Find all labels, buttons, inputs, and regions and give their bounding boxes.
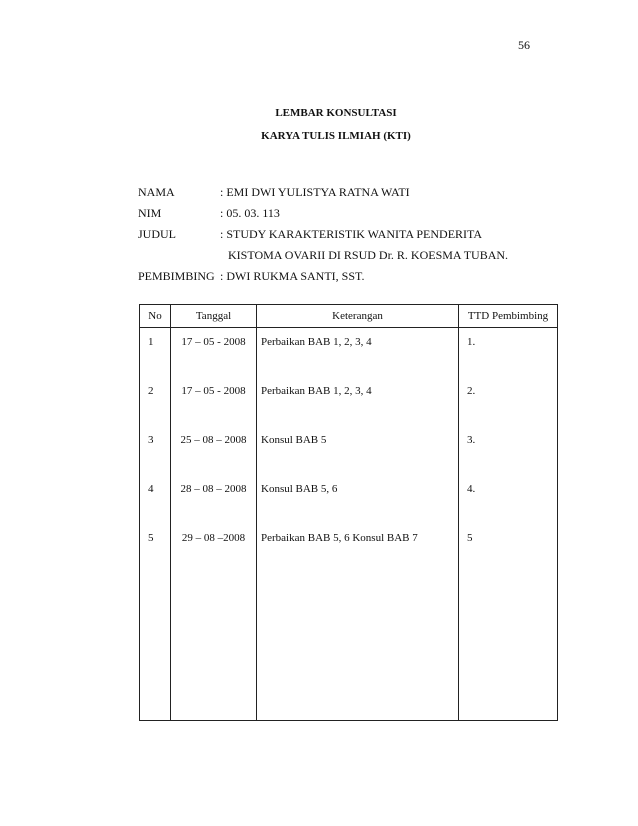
nim-value: : 05. 03. 113	[220, 206, 280, 220]
cell-ttd: 1.	[459, 328, 558, 378]
cell-no: 5	[140, 524, 171, 573]
table-row	[140, 426, 558, 475]
table-row	[140, 475, 558, 524]
judul-label: JUDUL	[138, 227, 176, 241]
cell-tanggal: 29 – 08 –2008	[171, 524, 257, 573]
page-number: 56	[518, 38, 530, 52]
nim-label: NIM	[138, 206, 162, 220]
cell-keterangan: Perbaikan BAB 5, 6 Konsul BAB 7	[257, 524, 459, 573]
pembimbing-value: : DWI RUKMA SANTI, SST.	[220, 269, 365, 283]
cell-tanggal: 25 – 08 – 2008	[171, 426, 257, 475]
header-keterangan: Keterangan	[257, 305, 459, 328]
table-header-row	[140, 305, 558, 328]
consultation-table	[139, 304, 558, 721]
judul-value-line-2: KISTOMA OVARII DI RSUD Dr. R. KOESMA TUBAN.	[228, 248, 509, 262]
cell-keterangan: Perbaikan BAB 1, 2, 3, 4	[257, 328, 459, 378]
cell-no: 1	[140, 328, 171, 378]
table-empty-row	[140, 573, 558, 721]
cell-tanggal: 28 – 08 – 2008	[171, 475, 257, 524]
header-tanggal: Tanggal	[171, 305, 257, 328]
cell-ttd: 4.	[459, 475, 558, 524]
cell-tanggal: 17 – 05 - 2008	[171, 377, 257, 426]
cell-keterangan: Konsul BAB 5	[257, 426, 459, 475]
cell-no: 4	[140, 475, 171, 524]
title-line-2: KARYA TULIS ILMIAH (KTI)	[261, 130, 411, 142]
title-line-1: LEMBAR KONSULTASI	[275, 107, 397, 119]
empty-cell	[140, 573, 171, 721]
pembimbing-label: PEMBIMBING	[138, 269, 215, 283]
table-row	[140, 328, 558, 378]
empty-cell	[171, 573, 257, 721]
table-row	[140, 377, 558, 426]
nama-value: : EMI DWI YULISTYA RATNA WATI	[220, 185, 410, 199]
header-ttd-pembimbing: TTD Pembimbing	[459, 305, 558, 328]
cell-ttd: 3.	[459, 426, 558, 475]
header-no: No	[140, 305, 171, 328]
cell-keterangan: Konsul BAB 5, 6	[257, 475, 459, 524]
cell-ttd: 2.	[459, 377, 558, 426]
nama-label: NAMA	[138, 185, 175, 199]
cell-tanggal: 17 – 05 - 2008	[171, 328, 257, 378]
document-title	[0, 102, 638, 148]
cell-keterangan: Perbaikan BAB 1, 2, 3, 4	[257, 377, 459, 426]
cell-no: 3	[140, 426, 171, 475]
empty-cell	[257, 573, 459, 721]
cell-no: 2	[140, 377, 171, 426]
table-row	[140, 524, 558, 573]
cell-ttd: 5	[459, 524, 558, 573]
empty-cell	[459, 573, 558, 721]
judul-value-line-1: : STUDY KARAKTERISTIK WANITA PENDERITA	[220, 227, 483, 241]
